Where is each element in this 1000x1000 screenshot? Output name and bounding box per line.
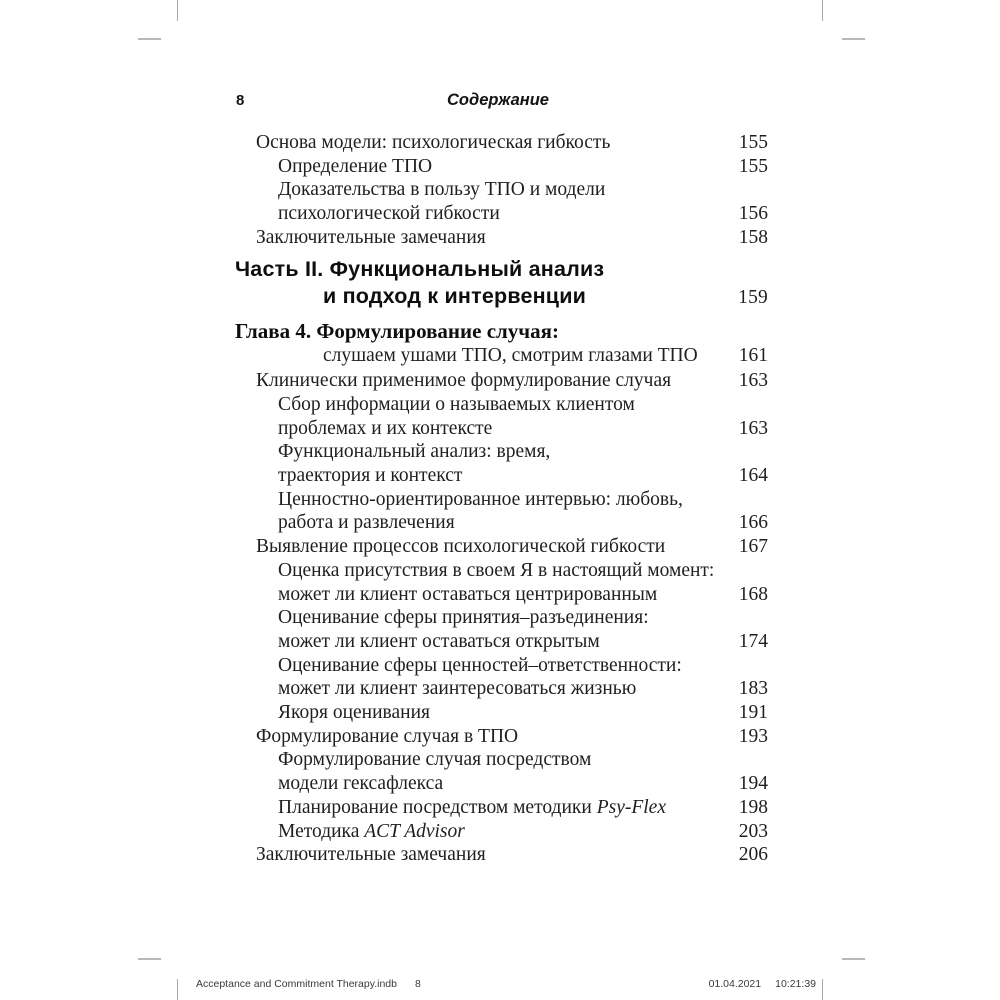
running-head-title: Содержание — [447, 91, 549, 109]
toc-entry — [0, 843, 768, 867]
toc-entry-text: Выявление процессов психологической гибкости — [256, 536, 666, 558]
toc-entry — [0, 488, 768, 535]
toc-entry-line — [0, 606, 768, 630]
crop-mark-top-right-dash — [842, 38, 865, 40]
folio-page-number: 8 — [236, 92, 245, 109]
toc-entry-line — [0, 701, 768, 725]
toc-page-number: 194 — [738, 773, 768, 795]
crop-mark-bottom-right-dash — [842, 958, 865, 960]
toc-entry-line — [0, 202, 768, 226]
toc-page-number: 203 — [738, 820, 768, 842]
toc-entry-line — [0, 178, 768, 202]
crop-mark-top-left-vertical — [177, 0, 178, 21]
toc-page-number: 191 — [738, 702, 768, 724]
crop-mark-bottom-left-dash — [138, 958, 161, 960]
footer-file-page: 8 — [414, 978, 421, 990]
toc-entry — [0, 535, 768, 559]
toc-entry — [0, 319, 768, 368]
toc-entry-line — [0, 155, 768, 179]
toc-entry-line — [0, 630, 768, 654]
toc-entry-text: Методика ACT Advisor — [278, 820, 465, 842]
crop-mark-top-left-dash — [138, 38, 161, 40]
footer-time: 10:21:39 — [775, 978, 816, 990]
toc-entry-text: работа и развлечения — [278, 512, 455, 534]
toc-page-number: 183 — [738, 678, 768, 700]
toc-entry — [0, 748, 768, 795]
toc-entry-text: Заключительные замечания — [256, 226, 486, 248]
toc-entry-text: Часть II. Функциональный анализ — [235, 256, 605, 281]
toc-entry-text: Ценностно-ориентированное интервью: любовь, — [278, 488, 683, 510]
toc-entry-line — [0, 820, 768, 844]
toc-entry-text: Функциональный анализ: время, — [278, 441, 551, 463]
toc-entry-text: и подход к интервенции — [323, 283, 587, 308]
table-of-contents — [0, 131, 768, 867]
toc-entry-line — [0, 559, 768, 583]
toc-entry-line — [0, 535, 768, 559]
toc-entry-line — [0, 131, 768, 155]
toc-entry — [0, 654, 768, 701]
footer-date: 01.04.2021 — [708, 978, 762, 990]
toc-entry-line — [0, 283, 768, 311]
toc-entry-line — [0, 226, 768, 250]
toc-entry — [0, 131, 768, 155]
toc-page-number: 159 — [738, 286, 768, 308]
toc-entry — [0, 606, 768, 653]
toc-entry-text: психологической гибкости — [278, 203, 500, 225]
toc-page-number: 167 — [738, 536, 768, 558]
toc-page-number: 156 — [738, 203, 768, 225]
toc-entry-line — [0, 772, 768, 796]
toc-entry — [0, 701, 768, 725]
footer-slug-left — [196, 978, 421, 990]
toc-entry-line — [0, 677, 768, 701]
toc-entry-text: Глава 4. Формулирование случая: — [235, 318, 559, 343]
toc-entry-line — [0, 319, 768, 344]
toc-entry-text: может ли клиент заинтересоваться жизнью — [278, 678, 637, 700]
toc-entry-text: Сбор информации о называемых клиентом — [278, 393, 635, 415]
toc-entry-text: Доказательства в пользу ТПО и модели — [278, 179, 606, 201]
toc-page-number: 161 — [738, 344, 768, 366]
crop-mark-top-right-vertical — [822, 0, 823, 21]
toc-page-number: 163 — [738, 370, 768, 392]
toc-entry-text: Определение ТПО — [278, 155, 433, 177]
toc-entry — [0, 393, 768, 440]
toc-entry-text: Заключительные замечания — [256, 844, 486, 866]
toc-entry-text: Планирование посредством методики Psy-Flex — [278, 796, 666, 818]
toc-page-number: 193 — [738, 725, 768, 747]
crop-mark-bottom-left-vertical — [177, 979, 178, 1000]
toc-entry — [0, 178, 768, 225]
toc-entry-text: Основа модели: психологическая гибкость — [256, 132, 611, 153]
toc-entry-line — [0, 748, 768, 772]
toc-page-number: 163 — [738, 417, 768, 439]
toc-page-number: 168 — [738, 583, 768, 605]
toc-entry-text: траектория и контекст — [278, 465, 463, 487]
toc-entry-text: Формулирование случая в ТПО — [256, 725, 519, 747]
toc-entry-line — [0, 796, 768, 820]
toc-entry — [0, 820, 768, 844]
toc-entry-line — [0, 464, 768, 488]
toc-page-number: 198 — [738, 796, 768, 818]
crop-mark-bottom-right-vertical — [822, 979, 823, 1000]
toc-entry-line — [0, 654, 768, 678]
toc-entry — [0, 226, 768, 250]
toc-page-number: 206 — [738, 844, 768, 866]
toc-entry — [0, 796, 768, 820]
toc-page-number: 166 — [738, 512, 768, 534]
toc-entry-line — [0, 488, 768, 512]
toc-entry-text: Оценка присутствия в своем Я в настоящий момент: — [278, 559, 715, 581]
toc-entry-line — [0, 256, 768, 283]
toc-entry-line — [0, 393, 768, 417]
toc-page-number: 158 — [738, 226, 768, 248]
toc-entry-text: Якоря оценивания — [278, 702, 430, 724]
toc-entry — [0, 440, 768, 487]
toc-entry-text: Формулирование случая посредством — [278, 749, 592, 771]
toc-page-number: 155 — [738, 155, 768, 177]
toc-entry-line — [0, 440, 768, 464]
toc-entry-text: модели гексафлекса — [278, 773, 444, 795]
toc-entry-line — [0, 725, 768, 749]
toc-entry — [0, 369, 768, 393]
toc-entry-line — [0, 417, 768, 441]
footer-file-name: Acceptance and Commitment Therapy.indb — [196, 978, 397, 990]
toc-entry-line — [0, 843, 768, 867]
toc-entry-line — [0, 344, 768, 368]
toc-page-number: 155 — [738, 132, 768, 153]
toc-entry-line — [0, 369, 768, 393]
toc-entry — [0, 256, 768, 311]
toc-page-number: 174 — [738, 630, 768, 652]
toc-page-number: 164 — [738, 465, 768, 487]
toc-entry-text: Клинически применимое формулирование случая — [256, 370, 672, 392]
toc-entry-text: слушаем ушами ТПО, смотрим глазами ТПО — [323, 344, 698, 366]
toc-entry — [0, 559, 768, 606]
toc-entry-text: Оценивание сферы принятия–разъединения: — [278, 607, 649, 629]
footer-slug-right — [709, 978, 816, 990]
toc-entry-text: Оценивание сферы ценностей–ответственности: — [278, 654, 682, 676]
toc-entry-text: проблемах и их контексте — [278, 417, 493, 439]
toc-entry — [0, 155, 768, 179]
toc-entry-line — [0, 583, 768, 607]
toc-entry-text: может ли клиент оставаться центрированным — [278, 583, 658, 605]
toc-entry-line — [0, 511, 768, 535]
toc-entry — [0, 725, 768, 749]
toc-entry-text: может ли клиент оставаться открытым — [278, 630, 600, 652]
